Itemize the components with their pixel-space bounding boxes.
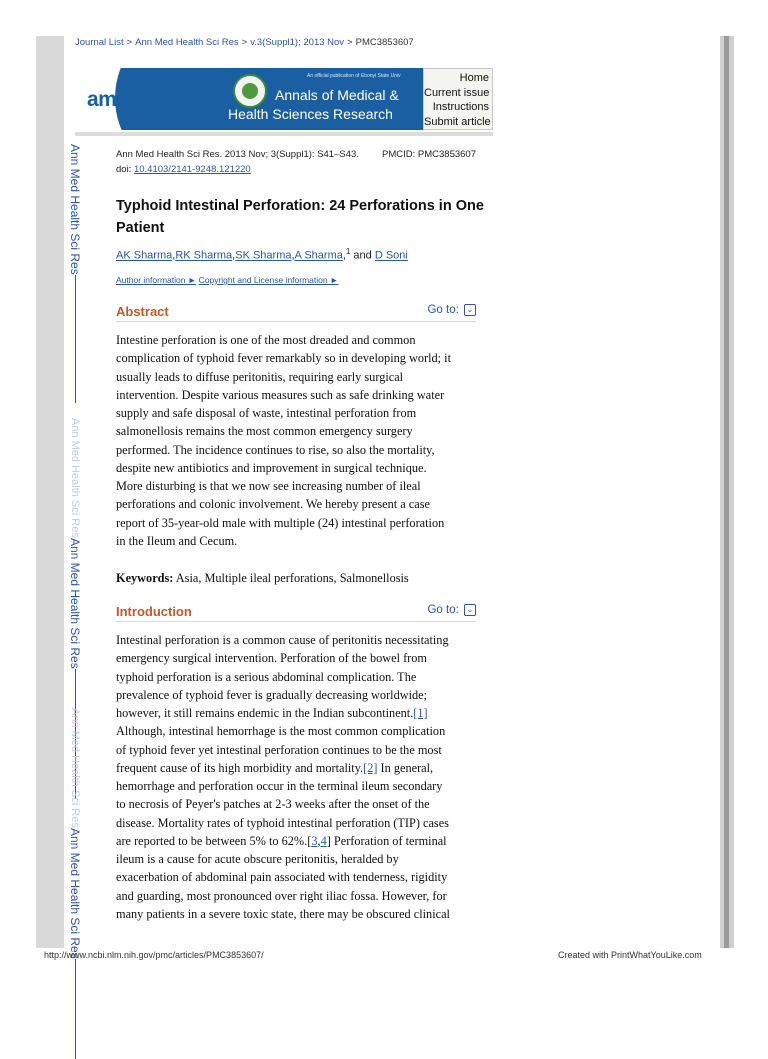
goto-label[interactable]: Go to:	[427, 604, 459, 617]
side-label-ghost-text: Ann Med Health Sci Res	[69, 418, 81, 538]
abstract-line: salmonellosis remains the most common emergency surgery	[116, 424, 413, 439]
abstract-line: perforations and colonic involvement. We hereby present a case	[116, 497, 430, 512]
side-journal-label	[66, 144, 84, 403]
author-information-link[interactable]: Author information ►	[116, 275, 197, 285]
reference-link[interactable]: 4	[320, 833, 327, 848]
citation-line	[116, 149, 476, 160]
banner-tagline: An official publication of Ebonyi State Univ	[307, 73, 401, 79]
right-scrollbar-thumb[interactable]	[724, 36, 729, 948]
affiliation-marker: 1	[345, 247, 351, 256]
side-label-text[interactable]: Ann Med Health Sci Res	[68, 827, 82, 959]
intro-line: of typhoid fever yet intestinal perforation continues to be the most	[116, 742, 442, 757]
abstract-line: complication of typhoid fever remarkably so in developing world; it	[116, 351, 452, 366]
intro-line	[116, 832, 478, 850]
reference-link[interactable]: 3	[311, 833, 318, 848]
intro-line-text: In general,	[377, 760, 434, 775]
journal-nav-current-issue[interactable]: Current issue	[424, 86, 490, 99]
intro-line: and guarding, most pronounced over right iliac fossa. However, for	[116, 888, 447, 903]
side-label-text[interactable]: Ann Med Health Sci Res	[68, 537, 82, 669]
university-seal-icon	[233, 74, 267, 108]
side-journal-label	[66, 708, 84, 1059]
intro-line-text: are reported to be between 5% to 62%.	[116, 833, 308, 848]
journal-title-line1: Annals of Medical &	[275, 87, 399, 103]
side-label-line	[75, 959, 76, 1059]
breadcrumb-separator: >	[126, 37, 133, 48]
article-title: Typhoid Intestinal Perforation: 24 Perforations in One Patient	[116, 198, 484, 236]
section-divider	[116, 321, 476, 322]
side-label-ghost-text: Ann Med Health Sci Res	[69, 708, 81, 828]
pmcid: PMCID: PMC3853607	[382, 149, 476, 160]
journal-nav	[423, 68, 493, 130]
abstract-body	[116, 331, 478, 550]
ref-bracket: [	[307, 833, 312, 848]
author-list: AK Sharma,RK Sharma,SK Sharma,A Sharma,$^1$ and D Soni	[116, 247, 408, 262]
intro-line	[116, 759, 478, 777]
intro-line: hemorrhage and perforation occur in the terminal ileum secondary	[116, 779, 443, 793]
section-divider	[116, 621, 476, 622]
abstract-line: Intestine perforation is one of the most dreaded and common	[116, 333, 416, 347]
doi-label: doi:	[116, 164, 134, 175]
intro-line: prevalence of typhoid fever is gradually decreasing worldwide;	[116, 687, 428, 702]
introduction-goto[interactable]	[427, 604, 476, 616]
page-url: http://www.ncbi.nlm.nih.gov/pmc/articles/PMC3853607/	[44, 950, 264, 960]
author-link[interactable]: A Sharma	[294, 249, 343, 262]
author-link[interactable]: D Soni	[374, 249, 408, 262]
ref-comma: ,	[317, 833, 321, 848]
intro-line: to necrosis of Peyer's patches at 2-3 weeks after the onset of the	[116, 797, 430, 812]
intro-line-text: Perforation of terminal	[330, 833, 447, 848]
keywords-list: Asia, Multiple ileal perforations, Salmonellosis	[173, 571, 409, 585]
keywords-label: Keywords:	[116, 571, 174, 585]
author-link[interactable]: AK Sharma	[116, 249, 173, 262]
print-credit: Created with PrintWhatYouLike.com	[558, 950, 702, 960]
ref-bracket: ]	[326, 833, 331, 848]
intro-line: exacerbation of abdominal pain associated with tenderness, rigidity	[116, 870, 448, 885]
banner-divider	[75, 132, 493, 136]
breadcrumb-issue[interactable]: v.3(Suppl1); 2013 Nov	[250, 37, 345, 48]
intro-line-text: frequent cause of its high morbidity and mortality.	[116, 760, 364, 775]
doi-link[interactable]: 10.4103/2141-9248.121220	[133, 164, 251, 175]
journal-nav-instructions[interactable]: Instructions	[432, 101, 489, 113]
abstract-line: in the Ileum and Cecum.	[116, 533, 238, 548]
intro-line: emergency surgical intervention. Perforation of the bowel from	[116, 651, 427, 666]
journal-acronym-logo: amhsr	[87, 88, 148, 111]
abstract-line: usually leads to diffuse peritonitis, requiring early surgical	[116, 369, 404, 384]
intro-line: Although, intestinal hemorrhage is the most common complication	[116, 724, 446, 739]
journal-nav-home[interactable]: Home	[459, 72, 489, 84]
intro-line: disease. Mortality rates of typhoid intestinal perforation (TIP) cases	[116, 815, 449, 830]
author-link[interactable]: RK Sharma	[175, 249, 233, 262]
journal-banner[interactable]	[75, 68, 423, 130]
reference-link[interactable]: [1]	[413, 706, 428, 720]
copyright-license-link[interactable]: Copyright and License information ►	[198, 275, 339, 285]
introduction-heading-label: Introduction	[116, 604, 192, 619]
introduction-body	[116, 631, 478, 923]
journal-title-line2: Health Sciences Research	[228, 106, 393, 122]
chevron-down-icon[interactable]: ⌄	[464, 604, 476, 616]
chevron-down-icon[interactable]: ⌄	[464, 304, 476, 316]
intro-line: many patients in a severe toxic state, there may be obscured clinical	[116, 906, 450, 921]
intro-line: Intestinal perforation is a common cause of peritonitis necessitating	[116, 633, 449, 647]
abstract-line: intervention. Despite various measures such as safe drinking water	[116, 387, 445, 402]
intro-line	[116, 704, 478, 722]
author-link[interactable]: SK Sharma	[235, 249, 292, 262]
breadcrumb-current: PMC3853607	[355, 37, 414, 48]
breadcrumb-separator: >	[347, 37, 353, 48]
breadcrumb-separator: >	[241, 37, 248, 48]
doi-line	[116, 164, 251, 175]
side-label-line	[75, 275, 76, 403]
intro-line: ileum is a cause for acute obscure peritonitis, heralded by	[116, 852, 399, 866]
abstract-line: More disturbing is that we now see increasing number of ileal	[116, 479, 421, 493]
left-margin-panel	[36, 36, 64, 948]
keywords	[116, 571, 409, 586]
citation-text: Ann Med Health Sci Res. 2013 Nov; 3(Suppl1): S41–S43.	[116, 149, 359, 160]
abstract-heading	[116, 303, 476, 320]
goto-label[interactable]: Go to:	[427, 304, 459, 317]
abstract-line: despite new antibiotics and improvement in surgical technique.	[116, 460, 427, 475]
breadcrumb-journal[interactable]: Ann Med Health Sci Res	[135, 37, 239, 48]
abstract-heading-label: Abstract	[116, 304, 169, 319]
intro-line-text: however, it still remains endemic in the Indian subcontinent.	[116, 706, 414, 720]
breadcrumb-journal-list[interactable]: Journal List	[75, 37, 124, 48]
author-info-links	[116, 275, 338, 285]
abstract-line: report of 35-year-old male with multiple (24) intestinal perforation	[116, 515, 445, 530]
abstract-line: supply and safe disposal of waste, intestinal perforation from	[116, 406, 417, 420]
journal-nav-submit-article[interactable]: Submit article	[424, 115, 491, 128]
breadcrumb	[75, 37, 414, 48]
introduction-heading	[116, 603, 476, 620]
abstract-goto[interactable]	[427, 304, 476, 316]
reference-link[interactable]: [2]	[363, 760, 378, 775]
author-conjunction: and	[350, 249, 375, 262]
abstract-line: performed. The incidence continues to rise, so also the mortality,	[116, 442, 435, 457]
intro-line: typhoid perforation is a serious abdominal complication. The	[116, 669, 417, 684]
side-label-text[interactable]: Ann Med Health Sci Res	[68, 144, 82, 275]
